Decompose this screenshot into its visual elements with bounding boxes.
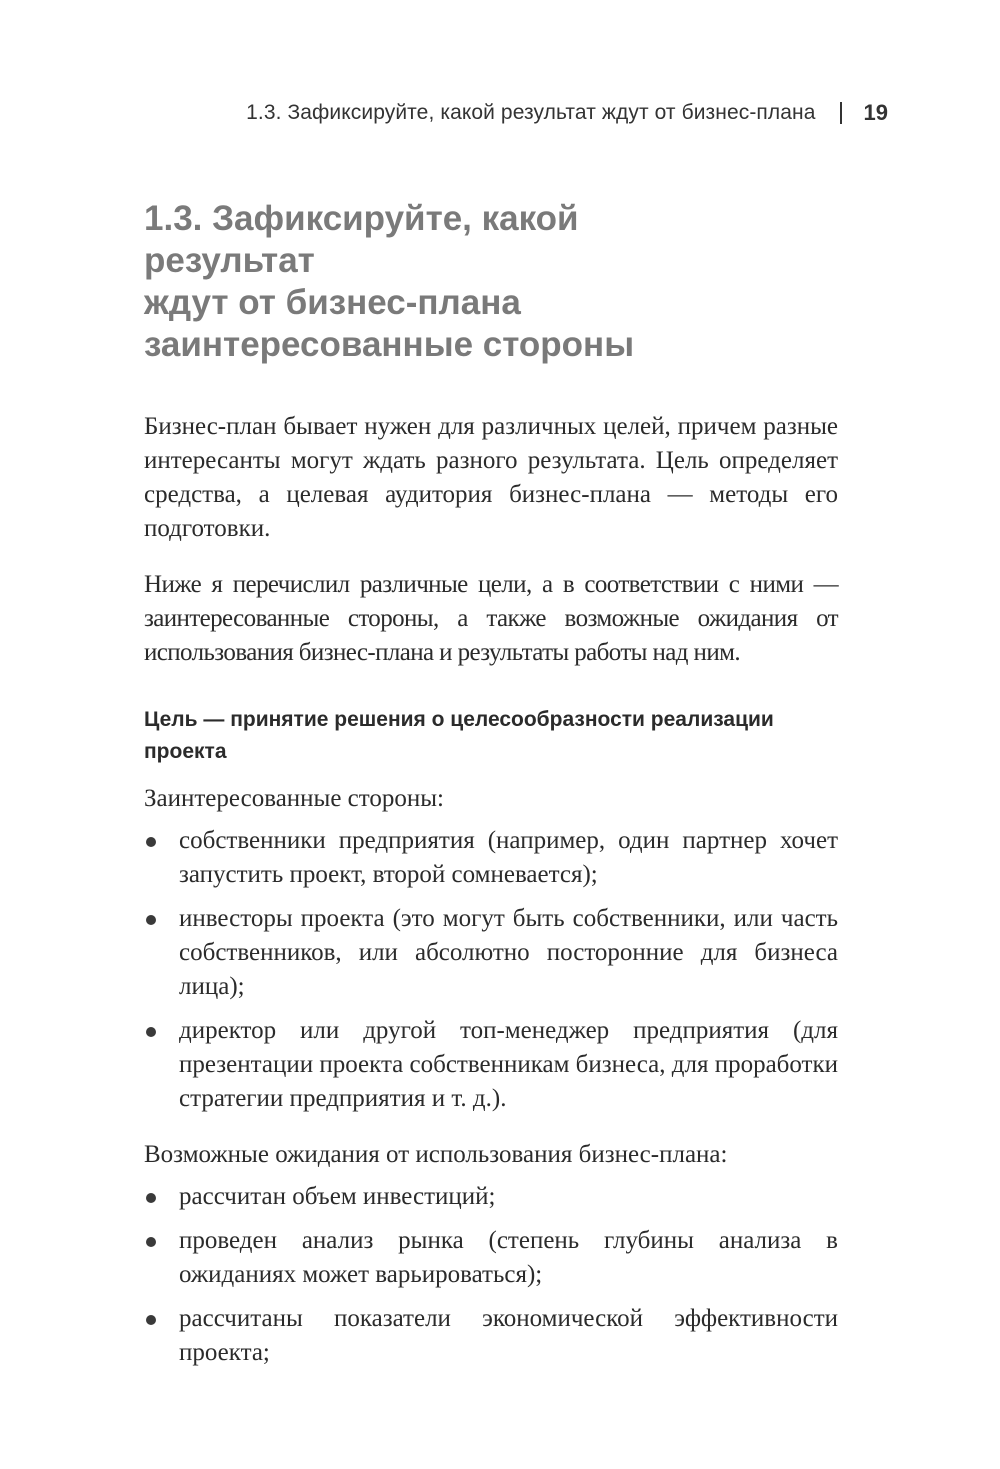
chapter-title-line: ждут от бизнес-плана bbox=[144, 283, 521, 322]
bullet-icon bbox=[146, 1237, 156, 1247]
page-content bbox=[144, 198, 838, 1392]
stakeholders-list bbox=[144, 824, 838, 1116]
chapter-title-line: 1.3. Зафиксируйте, какой результат bbox=[144, 199, 579, 280]
list-item bbox=[144, 1224, 838, 1292]
header-separator bbox=[840, 102, 842, 124]
list-item bbox=[144, 824, 838, 892]
list-item-text: инвесторы проекта (это могут быть собственники, или часть собственников, или абсолютно посторонние для бизнеса лица); bbox=[179, 905, 838, 1000]
bullet-icon bbox=[146, 1193, 156, 1203]
expectations-list bbox=[144, 1180, 838, 1370]
chapter-title bbox=[144, 198, 754, 366]
intro-paragraph: Бизнес-план бывает нужен для различных целей, причем разные интересанты могут ждать разного результата. Цель определяет средства, а целевая аудитория бизнес-плана — методы его подготовки. bbox=[144, 413, 838, 542]
list-item bbox=[144, 902, 838, 1004]
list-item-text: директор или другой топ-менеджер предприятия (для презентации проекта собственникам бизнеса, для проработки стратегии предприятия и т. д.). bbox=[179, 1017, 839, 1112]
list-item bbox=[144, 1014, 838, 1116]
list-item-text: проведен анализ рынка (степень глубины анализа в ожиданиях может варьироваться); bbox=[179, 1227, 838, 1288]
bullet-icon bbox=[146, 915, 156, 925]
page-number: 19 bbox=[863, 100, 888, 125]
section-heading: Цель — принятие решения о целесообразности реализации проекта bbox=[144, 708, 774, 763]
bullet-icon bbox=[146, 1315, 156, 1325]
chapter-title-line: заинтересованные стороны bbox=[144, 325, 635, 364]
goals-paragraph: Ниже я перечислил различные цели, а в соответствии с ними — заинтересованные стороны, а также возможные ожидания от использования бизнес-плана и результаты работы над ним. bbox=[144, 571, 838, 666]
stakeholders-intro: Заинтересованные стороны: bbox=[144, 785, 444, 812]
list-item-text: собственники предприятия (например, один партнер хочет запустить проект, второй сомневается); bbox=[179, 827, 838, 888]
list-item bbox=[144, 1180, 838, 1214]
bullet-icon bbox=[146, 1027, 156, 1037]
list-item bbox=[144, 1302, 838, 1370]
list-item-text: рассчитаны показатели экономической эффективности проекта; bbox=[179, 1305, 838, 1366]
bullet-icon bbox=[146, 837, 156, 847]
list-item-text: рассчитан объем инвестиций; bbox=[179, 1183, 496, 1210]
running-header bbox=[246, 100, 888, 126]
running-title: 1.3. Зафиксируйте, какой результат ждут от бизнес-плана bbox=[246, 101, 816, 124]
expectations-intro: Возможные ожидания от использования бизнес-плана: bbox=[144, 1141, 728, 1168]
